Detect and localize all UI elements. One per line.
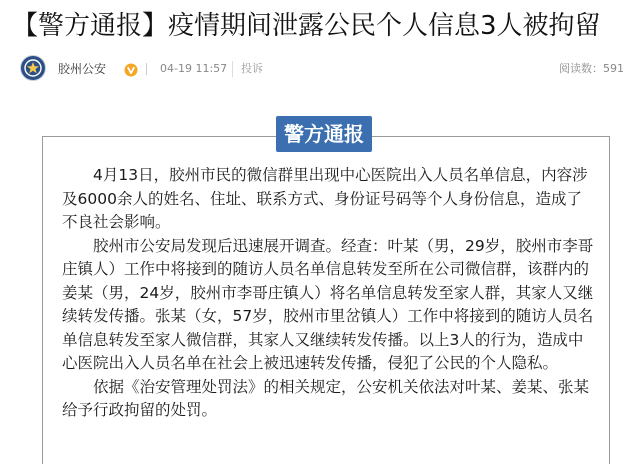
article-meta-row — [20, 54, 624, 84]
notice-paragraph: 依据《治安管理处罚法》的相关规定，公安机关依法对叶某、姜某、张某给予行政拘留的处罚。 — [62, 377, 590, 419]
article-headline: 【警方通报】疫情期间泄露公民个人信息3人被拘留 — [12, 11, 601, 41]
report-link[interactable]: 投诉 — [232, 61, 263, 77]
meta-divider — [146, 63, 147, 75]
post-time: 04-19 11:57 — [160, 62, 228, 75]
notice-paragraph: 胶州市公安局发现后迅速展开调查。经查：叶某（男，29岁，胶州市李哥庄镇人）工作中将接到的随访人员名单信息转发至所在公司微信群，该群内的姜某（男，24岁，胶州市李哥庄镇人）将名单信息转发至家人群，其家人又继续转发传播。张某（女，57岁，胶州市里岔镇人）工作中将接到的随访人员名单信息转发至家人微信群，其家人又继续转发传播。以上3人的行为，造成中心医院出入人员名单在社会上被迅速转发传播，侵犯了公民的个人隐私。 — [62, 236, 594, 372]
police-badge-icon — [21, 56, 45, 80]
verified-v-icon — [124, 62, 138, 76]
notice-paragraph: 4月13日，胶州市民的微信群里出现中心医院出入人员名单信息，内容涉及6000余人的姓名、住址、联系方式、身份证号码等个人身份信息，造成了不良社会影响。 — [62, 166, 588, 231]
account-name-link[interactable]: 胶州公安 — [58, 62, 107, 76]
notice-body — [62, 164, 594, 423]
read-count: 阅读数：591 — [559, 62, 624, 75]
account-avatar[interactable] — [20, 55, 46, 81]
notice-title-badge: 警方通报 — [276, 116, 372, 152]
